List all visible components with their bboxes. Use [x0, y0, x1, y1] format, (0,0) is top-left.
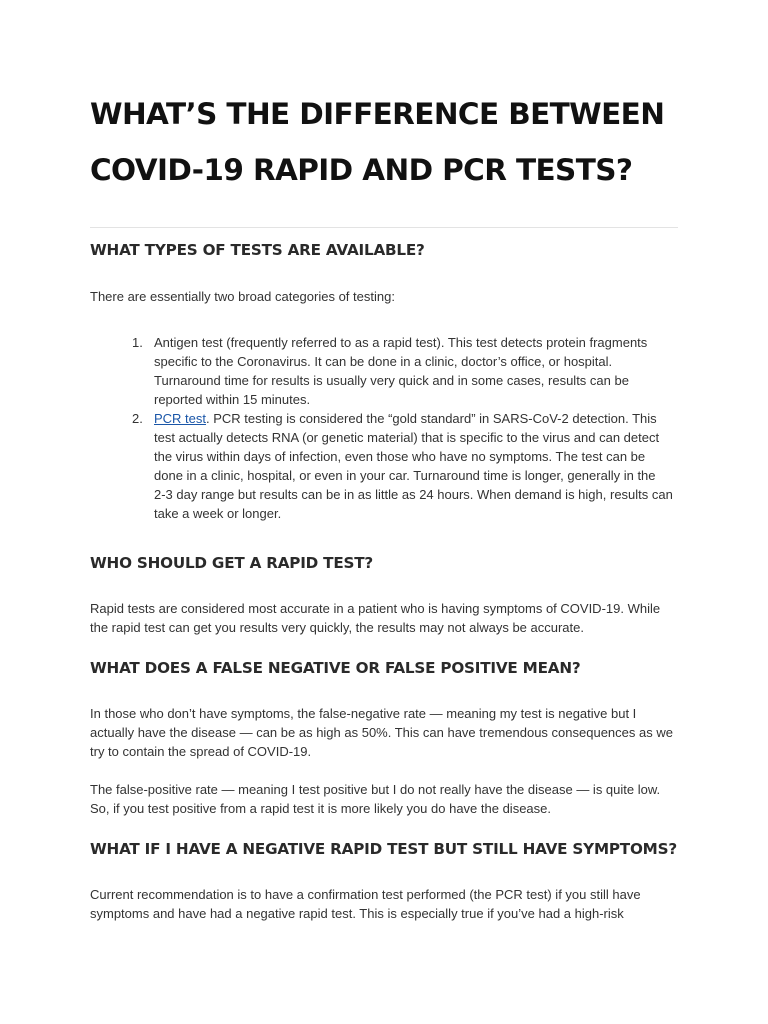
section-paragraph — [90, 885, 678, 923]
section-heading-test-types: WHAT TYPES OF TESTS ARE AVAILABLE? — [90, 241, 425, 259]
list-line: the virus within days of infection, even those who have no symptoms. The test can be — [154, 449, 646, 464]
paragraph-line: Current recommendation is to have a confirmation test performed (the PCR test) if you still have — [90, 887, 641, 902]
list-line: specific to the Coronavirus. It can be done in a clinic, doctor’s office, or hospital. — [154, 354, 613, 369]
list-line: Antigen test (frequently referred to as a rapid test). This test detects protein fragments — [154, 335, 648, 350]
paragraph-line: Rapid tests are considered most accurate in a patient who is having symptoms of COVID-19. While — [90, 601, 661, 616]
list-line: Turnaround time for results is usually very quick and in some cases, results can be — [154, 373, 629, 388]
title-line: COVID-19 RAPID AND PCR TESTS? — [90, 153, 633, 187]
title-line: WHAT’S THE DIFFERENCE BETWEEN — [90, 97, 665, 131]
section-intro: There are essentially two broad categories of testing: — [90, 289, 395, 304]
list-item-antigen-test — [90, 333, 678, 409]
test-types-list — [90, 333, 678, 523]
page-title — [90, 0, 678, 198]
section-heading-false-results: WHAT DOES A FALSE NEGATIVE OR FALSE POSITIVE MEAN? — [90, 659, 581, 677]
paragraph-line: actually have the disease — can be as high as 50%. This can have tremendous consequences as we — [90, 725, 673, 740]
title-divider — [90, 227, 678, 228]
list-line: reported within 15 minutes. — [154, 392, 311, 407]
list-item-pcr-test — [90, 409, 678, 523]
paragraph-line: symptoms and have had a negative rapid test. This is especially true if you’ve had a high-risk — [90, 906, 624, 921]
section-paragraph — [90, 780, 678, 818]
list-line: done in a clinic, hospital, or even in your car. Turnaround time is longer, generally in the — [154, 468, 656, 483]
list-line-rest: . PCR testing is considered the “gold standard” in SARS-CoV-2 detection. This — [206, 411, 657, 426]
paragraph-line: try to contain the spread of COVID-19. — [90, 744, 312, 759]
list-number: 1. — [132, 335, 143, 350]
list-number: 2. — [132, 411, 143, 426]
paragraph-line: The false-positive rate — meaning I test positive but I do not really have the disease — is quite low. — [90, 782, 661, 797]
document-page — [90, 0, 678, 923]
paragraph-line: In those who don’t have symptoms, the false-negative rate — meaning my test is negative but I — [90, 706, 637, 721]
list-line: 2-3 day range but results can be in as little as 24 hours. When demand is high, results can — [154, 487, 673, 502]
section-heading-negative-with-symptoms: WHAT IF I HAVE A NEGATIVE RAPID TEST BUT STILL HAVE SYMPTOMS? — [90, 840, 677, 858]
list-line — [154, 409, 678, 428]
pcr-test-link[interactable]: PCR test — [154, 411, 207, 426]
list-line: take a week or longer. — [154, 506, 282, 521]
paragraph-line: So, if you test positive from a rapid test it is more likely you do have the disease. — [90, 801, 551, 816]
section-paragraph — [90, 599, 678, 637]
list-line: test actually detects RNA (or genetic material) that is specific to the virus and can detect — [154, 430, 660, 445]
paragraph-line: the rapid test can get you results very quickly, the results may not always be accurate. — [90, 620, 584, 635]
section-paragraph — [90, 704, 678, 761]
section-heading-rapid-test: WHO SHOULD GET A RAPID TEST? — [90, 554, 374, 572]
